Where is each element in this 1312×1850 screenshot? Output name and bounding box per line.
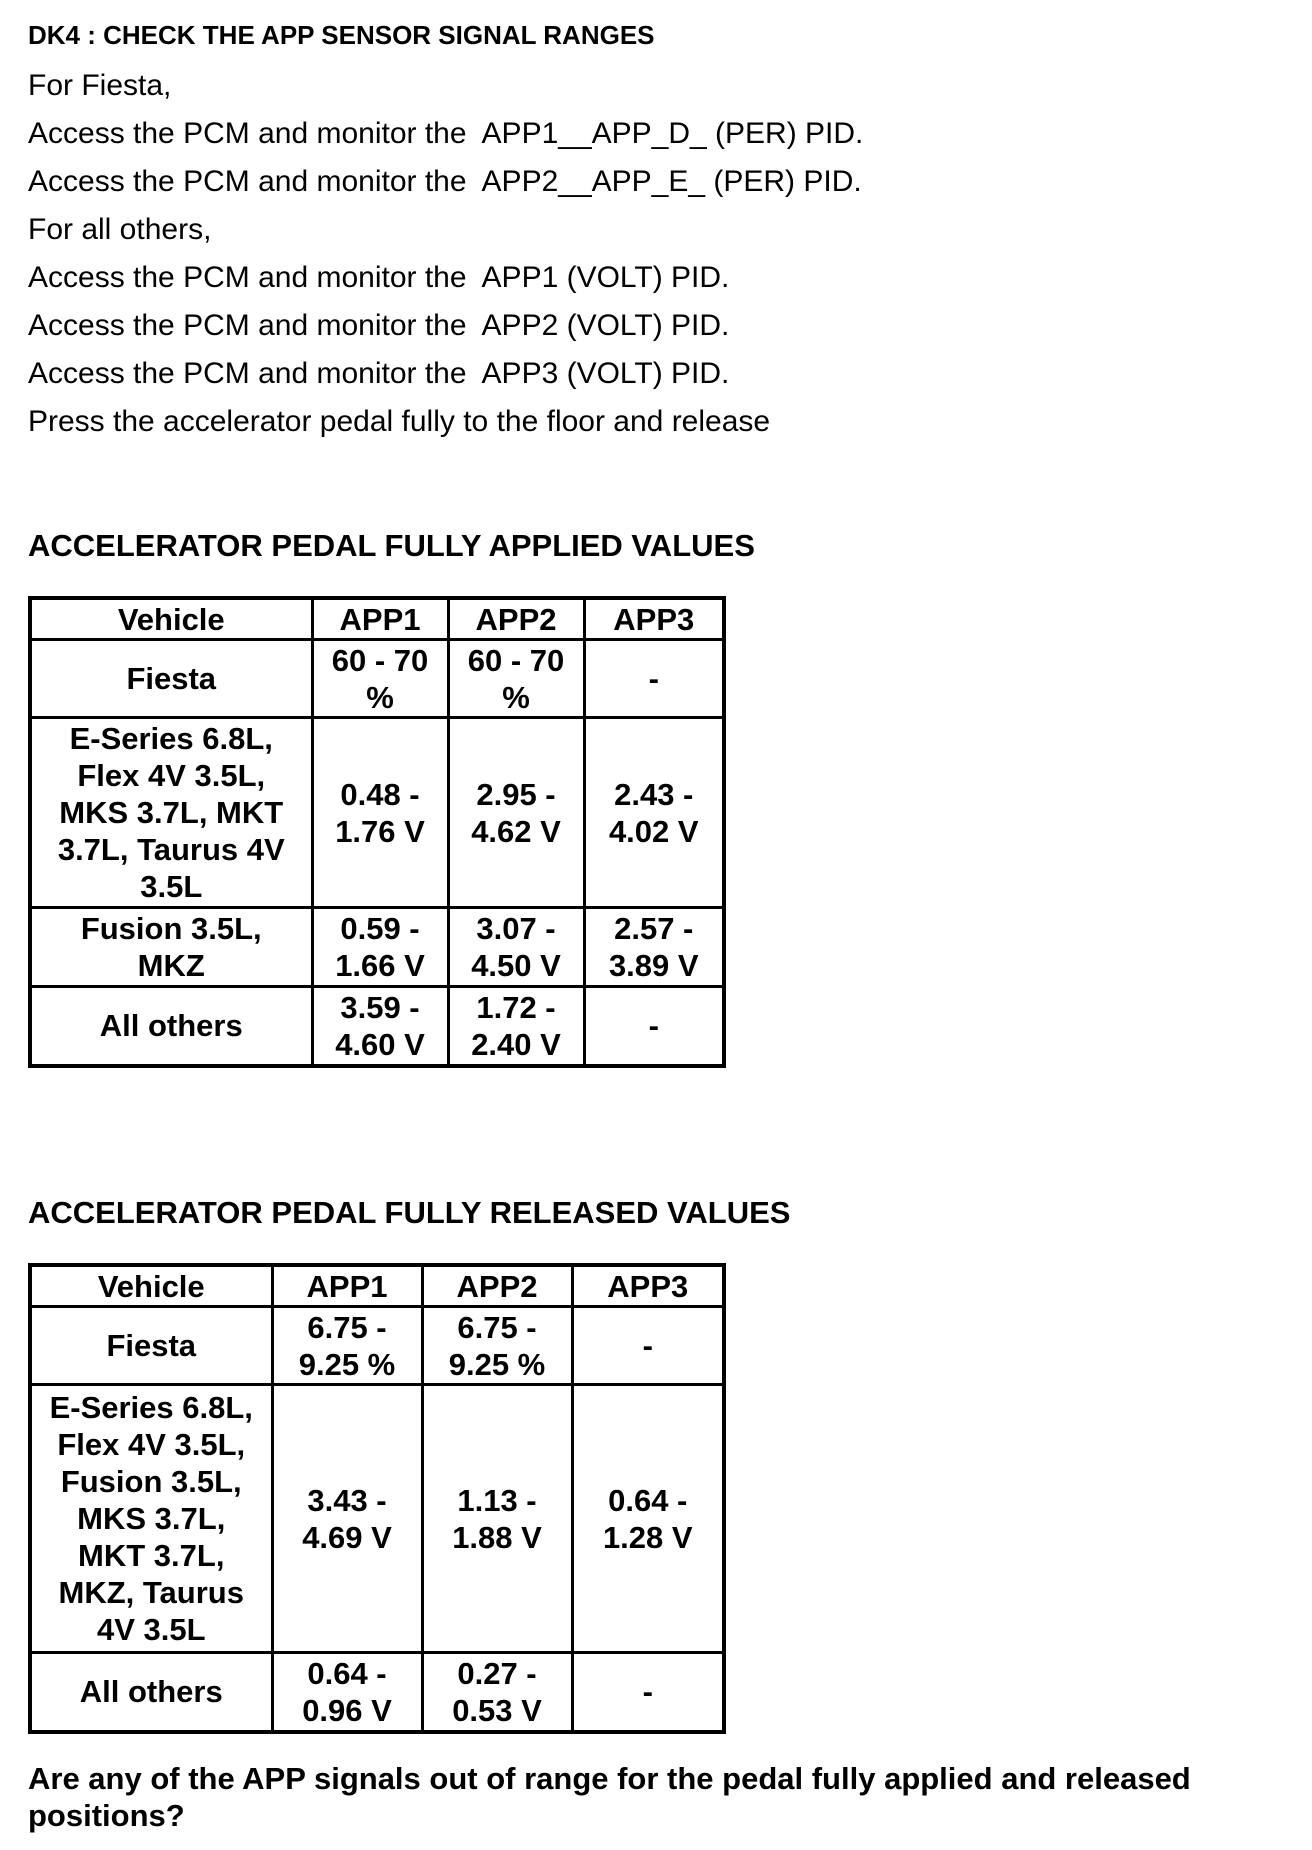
instruction-line: Access the PCM and monitor the APP1 (VOLT) PID. (28, 261, 730, 294)
cell-text-line: MKT 3.7L, (78, 1538, 225, 1573)
cell-text-line: 3.07 - (476, 911, 556, 946)
app1-cell (312, 718, 448, 908)
app2-cell (448, 718, 584, 908)
cell-text-line: 2.40 V (471, 1026, 561, 1062)
cell-text-line: 60 - 70 (467, 642, 565, 678)
instruction-line: For Fiesta, (28, 69, 172, 102)
instruction-line: Access the PCM and monitor the APP2__APP_E_ (PER) PID. (28, 165, 862, 198)
cell-text-line: 1.13 - (457, 1482, 537, 1518)
app3-cell (584, 908, 724, 987)
cell-text-line: All others (79, 1674, 223, 1710)
app1-cell (272, 1385, 422, 1653)
applied-values-table (28, 596, 726, 1068)
cell-text-line: 6.75 - (307, 1309, 387, 1345)
table-row (30, 1307, 724, 1385)
app1-column-header: APP1 (272, 1265, 422, 1307)
cell-text-line: 2.57 - (614, 911, 694, 946)
instruction-line: Press the accelerator pedal fully to the floor and release (28, 405, 771, 438)
vehicle-cell (30, 987, 312, 1066)
app3-column-header: APP3 (584, 598, 724, 640)
cell-text-line: 9.25 % (298, 1346, 396, 1382)
cell-text-line: 3.7L, Taurus 4V (57, 832, 285, 867)
cell-text-line: Fiesta (126, 661, 217, 696)
app1-cell (272, 1653, 422, 1732)
table-header-row (30, 598, 724, 640)
vehicle-column-header: Vehicle (30, 598, 312, 640)
cell-text-line: 4.69 V (302, 1519, 392, 1555)
app2-cell (422, 1307, 572, 1385)
cell-text-line: All others (99, 1008, 243, 1044)
cell-text-line: 0.59 - (340, 911, 420, 946)
app1-cell (312, 908, 448, 987)
table-row (30, 640, 724, 718)
vehicle-cell (30, 908, 312, 987)
cell-text-line: 3.5L (140, 869, 203, 904)
applied-values-heading: ACCELERATOR PEDAL FULLY APPLIED VALUES (28, 528, 755, 563)
cell-text-line: MKZ (137, 948, 205, 983)
cell-text-line: 0.64 - (307, 1655, 387, 1691)
cell-text-line: 4.60 V (335, 1026, 425, 1062)
cell-text-line: 3.43 - (307, 1482, 387, 1518)
app1-cell (272, 1307, 422, 1385)
table-row (30, 987, 724, 1066)
app2-column-header: APP2 (448, 598, 584, 640)
cell-text-line: 0.53 V (452, 1692, 542, 1728)
question-text: Are any of the APP signals out of range for the pedal fully applied and released positions? (28, 1761, 1191, 1833)
vehicle-cell (30, 640, 312, 718)
app2-cell (448, 987, 584, 1066)
instruction-line: For all others, (28, 213, 212, 246)
table-row (30, 908, 724, 987)
cell-text-line: 3.89 V (608, 948, 699, 983)
app3-cell (584, 987, 724, 1066)
cell-text-line: MKZ, Taurus (58, 1575, 244, 1610)
released-values-heading: ACCELERATOR PEDAL FULLY RELEASED VALUES (28, 1195, 791, 1230)
table-row (30, 1653, 724, 1732)
instruction-line: Access the PCM and monitor the APP3 (VOLT) PID. (28, 357, 730, 390)
cell-text-line: 1.76 V (335, 813, 425, 849)
cell-text-line: E-Series 6.8L, (49, 1390, 253, 1425)
vehicle-cell (30, 718, 312, 908)
cell-text-line: % (502, 679, 530, 715)
cell-text-line: 0.64 - (608, 1482, 688, 1518)
cell-text-line: Fiesta (106, 1328, 197, 1363)
cell-text-line: Flex 4V 3.5L, (57, 1427, 246, 1462)
app3-cell (584, 640, 724, 718)
cell-text-line: E-Series 6.8L, (69, 721, 273, 756)
cell-text-line: 9.25 % (448, 1346, 546, 1382)
cell-text-line: - (648, 1008, 659, 1044)
cell-text-line: - (642, 1328, 653, 1363)
cell-text-line: 6.75 - (457, 1309, 537, 1345)
cell-text-line: 1.66 V (335, 948, 425, 983)
instruction-line: Access the PCM and monitor the APP1__APP_D_ (PER) PID. (28, 117, 864, 150)
cell-text-line: 4V 3.5L (96, 1612, 206, 1647)
app1-column-header: APP1 (312, 598, 448, 640)
app3-column-header: APP3 (572, 1265, 724, 1307)
vehicle-cell (30, 1307, 272, 1385)
table-row (30, 1385, 724, 1653)
table-row (30, 718, 724, 908)
cell-text-line: - (648, 661, 659, 696)
page-title: DK4 : CHECK THE APP SENSOR SIGNAL RANGES (28, 20, 655, 50)
app3-cell (572, 1653, 724, 1732)
cell-text-line: 0.27 - (457, 1655, 537, 1691)
app3-cell (572, 1307, 724, 1385)
cell-text-line: 2.95 - (476, 776, 556, 812)
vehicle-cell (30, 1385, 272, 1653)
cell-text-line: MKS 3.7L, MKT (59, 795, 284, 830)
app2-cell (448, 640, 584, 718)
instruction-line: Access the PCM and monitor the APP2 (VOLT) PID. (28, 309, 730, 342)
cell-text-line: % (366, 679, 394, 715)
cell-text-line: Flex 4V 3.5L, (77, 758, 266, 793)
app3-cell (584, 718, 724, 908)
cell-text-line: 1.28 V (602, 1519, 693, 1555)
cell-text-line: 4.02 V (608, 813, 699, 849)
app2-cell (422, 1385, 572, 1653)
cell-text-line: Fusion 3.5L, (60, 1464, 242, 1499)
cell-text-line: 4.62 V (471, 813, 561, 849)
app1-cell (312, 640, 448, 718)
app1-cell (312, 987, 448, 1066)
vehicle-column-header: Vehicle (30, 1265, 272, 1307)
cell-text-line: 1.88 V (452, 1519, 542, 1555)
cell-text-line: 1.72 - (476, 989, 556, 1025)
instruction-list (28, 62, 863, 446)
cell-text-line: 0.48 - (340, 776, 420, 812)
cell-text-line: 2.43 - (614, 776, 694, 812)
cell-text-line: 4.50 V (471, 948, 561, 983)
table-header-row (30, 1265, 724, 1307)
vehicle-cell (30, 1653, 272, 1732)
cell-text-line: 60 - 70 (331, 642, 429, 678)
cell-text-line: MKS 3.7L, (77, 1501, 226, 1536)
app2-cell (422, 1653, 572, 1732)
released-values-table (28, 1263, 726, 1734)
cell-text-line: - (642, 1674, 653, 1710)
cell-text-line: 0.96 V (302, 1692, 392, 1728)
cell-text-line: Fusion 3.5L, (80, 911, 262, 946)
app2-column-header: APP2 (422, 1265, 572, 1307)
cell-text-line: 3.59 - (340, 989, 420, 1025)
app2-cell (448, 908, 584, 987)
app3-cell (572, 1385, 724, 1653)
